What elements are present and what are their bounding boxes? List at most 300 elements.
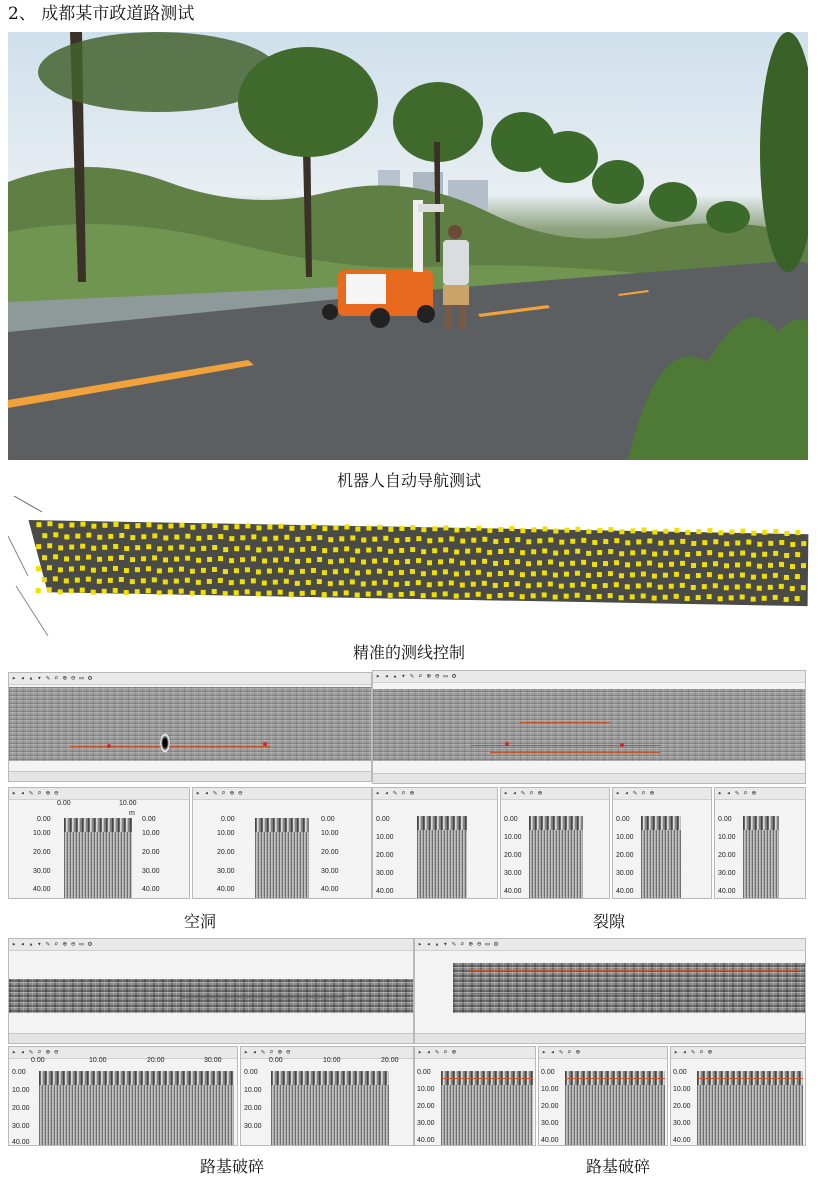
status-bar (373, 773, 805, 783)
survey-point (377, 525, 382, 530)
survey-point (647, 583, 652, 588)
toolbar[interactable]: ▸ ◂ ✎ ⌕ ⊕ ⊖ (241, 1047, 413, 1059)
survey-point (784, 575, 789, 580)
survey-point (64, 556, 69, 561)
survey-point (234, 590, 239, 595)
survey-point (740, 528, 745, 533)
toolbar[interactable]: ▸ ◂ ✎ ⌕ ⊕ ⊖ (193, 788, 371, 800)
survey-point (718, 596, 723, 601)
toolbar[interactable]: ▸ ◂ ✎ ⌕ ⊕ ⊖ (9, 1047, 237, 1059)
survey-point (597, 594, 602, 599)
x-tick: 0.00 (57, 800, 71, 807)
photo-caption: 机器人自动导航测试 (336, 471, 481, 490)
toolbar[interactable]: ▸ ◂ ✎ ⌕ ⊕ (373, 788, 497, 800)
survey-point (86, 533, 91, 538)
survey-trace-line (520, 722, 610, 723)
survey-point (333, 547, 338, 552)
survey-point (784, 597, 789, 602)
survey-point (570, 539, 575, 544)
survey-point (383, 536, 388, 541)
y-tick: 20.00 (541, 1103, 559, 1110)
gpr-scan (565, 1071, 665, 1146)
survey-point (454, 593, 459, 598)
survey-point (696, 551, 701, 556)
survey-point (625, 584, 630, 589)
survey-point (509, 592, 514, 597)
survey-point (548, 581, 553, 586)
survey-point (454, 527, 459, 532)
survey-point (636, 583, 641, 588)
survey-point (53, 532, 58, 537)
survey-trace-line (470, 970, 800, 971)
survey-point (526, 561, 531, 566)
survey-point (619, 573, 624, 578)
y-tick: 40.00 (12, 1139, 30, 1146)
survey-point (608, 571, 613, 576)
survey-point (339, 536, 344, 541)
survey-point (504, 560, 509, 565)
gpr-scan (271, 1071, 389, 1146)
y-tick: 0.00 (673, 1069, 687, 1076)
survey-point (361, 582, 366, 587)
survey-point (388, 593, 393, 598)
toolbar[interactable]: ▸ ◂ ✎ ⌕ ⊕ (715, 788, 805, 800)
survey-point (146, 566, 151, 571)
survey-point (680, 583, 685, 588)
survey-point (223, 591, 228, 596)
survey-point (427, 582, 432, 587)
survey-point (163, 535, 168, 540)
survey-point (542, 570, 547, 575)
survey-point (570, 583, 575, 588)
survey-point (724, 563, 729, 568)
survey-point (64, 578, 69, 583)
survey-point (614, 560, 619, 565)
survey-point (735, 540, 740, 545)
toolbar[interactable]: ▸ ◂ ▴ ▾ ✎ ⌕ ⊕ ⊖ ▭ ⚙ (9, 673, 371, 685)
survey-point (504, 582, 509, 587)
tree-canopy (238, 47, 378, 157)
survey-point (135, 545, 140, 550)
survey-point (619, 595, 624, 600)
survey-point (779, 584, 784, 589)
survey-point (135, 589, 140, 594)
survey-point (135, 567, 140, 572)
survey-point (515, 559, 520, 564)
toolbar[interactable]: ▸ ◂ ✎ ⌕ ⊕ (671, 1047, 805, 1059)
survey-point (399, 570, 404, 575)
survey-point (300, 591, 305, 596)
survey-point (207, 535, 212, 540)
survey-point (487, 594, 492, 599)
y-tick: 30.00 (217, 868, 235, 875)
survey-point (289, 548, 294, 553)
survey-point (559, 584, 564, 589)
toolbar[interactable]: ▸ ◂ ✎ ⌕ ⊕ (501, 788, 609, 800)
survey-point (669, 584, 674, 589)
toolbar[interactable]: ▸ ◂ ✎ ⌕ ⊕ (539, 1047, 667, 1059)
y-tick: 40.00 (616, 888, 634, 895)
survey-point (597, 550, 602, 555)
survey-point (658, 541, 663, 546)
survey-point (801, 541, 806, 546)
survey-point (47, 587, 52, 592)
survey-point (174, 579, 179, 584)
y-tick: 0.00 (37, 816, 51, 823)
survey-trace-line (470, 745, 660, 746)
survey-point (97, 579, 102, 584)
x-tick: 10.00 (323, 1057, 341, 1064)
survey-point (179, 545, 184, 550)
survey-point (146, 522, 151, 527)
survey-point (520, 594, 525, 599)
survey-point (278, 546, 283, 551)
survey-caption: 精准的测线控制 (352, 643, 465, 662)
y-tick: 40.00 (504, 888, 522, 895)
cavity-scan-2 (192, 787, 372, 899)
survey-point (509, 570, 514, 575)
survey-point (80, 566, 85, 571)
survey-point (245, 545, 250, 550)
survey-point (564, 594, 569, 599)
survey-point (108, 578, 113, 583)
y-tick: 10.00 (504, 834, 522, 841)
survey-point (410, 525, 415, 530)
toolbar[interactable]: ▸ ◂ ✎ ⌕ ⊕ ⊖ (9, 788, 189, 800)
survey-point (784, 553, 789, 558)
survey-point (53, 576, 58, 581)
subgrade-right-scan-3 (670, 1046, 806, 1146)
survey-point (410, 569, 415, 574)
survey-point (531, 593, 536, 598)
survey-point (658, 563, 663, 568)
survey-point (432, 526, 437, 531)
y-tick: 40.00 (33, 886, 51, 893)
unit-label: m (129, 810, 135, 817)
survey-point (619, 551, 624, 556)
tree-canopy (538, 131, 598, 183)
survey-point (757, 542, 762, 547)
y-tick: 0.00 (718, 816, 732, 823)
survey-point (405, 537, 410, 542)
y-tick: 10.00 (417, 1086, 435, 1093)
survey-point (773, 551, 778, 556)
survey-point (328, 537, 333, 542)
survey-point (548, 537, 553, 542)
survey-point (652, 530, 657, 535)
survey-point (713, 539, 718, 544)
survey-point (300, 547, 305, 552)
survey-point (53, 554, 58, 559)
survey-point (416, 580, 421, 585)
toolbar[interactable]: ▸ ◂ ▴ ▾ ✎ ⌕ ⊕ ⊖ ▭ ⚙ (415, 939, 805, 951)
survey-point (322, 548, 327, 553)
y-tick: 30.00 (244, 1123, 262, 1130)
survey-point (377, 569, 382, 574)
survey-point (603, 539, 608, 544)
subgrade-profile-panel-left (8, 938, 414, 1044)
y-tick: 0.00 (541, 1069, 555, 1076)
survey-point (350, 579, 355, 584)
survey-point (361, 538, 366, 543)
survey-point (740, 594, 745, 599)
survey-point (449, 580, 454, 585)
survey-point (724, 541, 729, 546)
y-tick-right: 30.00 (321, 868, 339, 875)
survey-point (691, 585, 696, 590)
survey-point (163, 557, 168, 562)
x-tick: 20.00 (147, 1057, 165, 1064)
crack-caption: 裂隙 (592, 912, 625, 931)
survey-point (355, 592, 360, 597)
survey-point (212, 545, 217, 550)
survey-point (207, 557, 212, 562)
survey-point (460, 583, 465, 588)
survey-point (300, 525, 305, 530)
survey-point (190, 525, 195, 530)
road-scene (8, 32, 808, 460)
toolbar[interactable]: ▸ ◂ ▴ ▾ ✎ ⌕ ⊕ ⊖ ▭ ⚙ (373, 671, 805, 683)
gpr-profile (9, 687, 371, 761)
survey-point (256, 525, 261, 530)
survey-point (350, 535, 355, 540)
anomaly-marker (620, 743, 624, 747)
survey-point (394, 560, 399, 565)
survey-point (245, 589, 250, 594)
survey-point (608, 527, 613, 532)
gpr-scan (641, 816, 681, 899)
survey-point (256, 547, 261, 552)
survey-point (542, 548, 547, 553)
survey-point (707, 550, 712, 555)
gpr-scan (529, 816, 583, 899)
survey-point (795, 530, 800, 535)
survey-point (553, 529, 558, 534)
y-tick: 40.00 (217, 886, 235, 893)
survey-point (245, 567, 250, 572)
survey-point (306, 536, 311, 541)
x-tick: 0.00 (269, 1057, 283, 1064)
survey-point (674, 550, 679, 555)
survey-point (586, 551, 591, 556)
survey-point (592, 584, 597, 589)
survey-point (47, 543, 52, 548)
y-tick-right: 10.00 (321, 830, 339, 837)
survey-point (498, 549, 503, 554)
y-tick: 0.00 (616, 816, 630, 823)
survey-point (333, 591, 338, 596)
y-tick: 40.00 (718, 888, 736, 895)
survey-point (476, 526, 481, 531)
survey-point (394, 538, 399, 543)
survey-point (663, 529, 668, 534)
survey-point (152, 533, 157, 538)
survey-point (482, 537, 487, 542)
survey-point (520, 528, 525, 533)
survey-point (751, 553, 756, 558)
y-tick: 0.00 (12, 1069, 26, 1076)
survey-point (421, 593, 426, 598)
survey-point (685, 530, 690, 535)
survey-point (58, 567, 63, 572)
x-tick: 0.00 (31, 1057, 45, 1064)
survey-point (482, 559, 487, 564)
y-tick: 0.00 (417, 1069, 431, 1076)
survey-point (487, 550, 492, 555)
subgrade-caption-right: 路基破碎 (585, 1157, 650, 1176)
survey-point (344, 546, 349, 551)
survey-point (680, 539, 685, 544)
survey-point (168, 589, 173, 594)
survey-point (520, 550, 525, 555)
survey-point (515, 581, 520, 586)
survey-point (152, 555, 157, 560)
cavity-anomaly (160, 733, 170, 753)
cavity-profile-panel (8, 672, 372, 782)
survey-point (416, 558, 421, 563)
survey-point (306, 558, 311, 563)
survey-point (498, 527, 503, 532)
crack-scan-2 (500, 787, 610, 899)
survey-point (113, 522, 118, 527)
survey-point (559, 562, 564, 567)
survey-point (119, 533, 124, 538)
survey-point (746, 540, 751, 545)
survey-point (64, 534, 69, 539)
survey-point (575, 527, 580, 532)
survey-trace-line (697, 1078, 803, 1079)
survey-point (42, 577, 47, 582)
y-tick: 0.00 (244, 1069, 258, 1076)
survey-point (784, 531, 789, 536)
survey-point (317, 579, 322, 584)
x-tick: 10.00 (89, 1057, 107, 1064)
survey-point (146, 544, 151, 549)
survey-point (520, 572, 525, 577)
survey-point (702, 540, 707, 545)
survey-point (707, 572, 712, 577)
y-tick: 20.00 (12, 1105, 30, 1112)
survey-point (284, 579, 289, 584)
tree-canopy (649, 182, 697, 222)
survey-point (80, 588, 85, 593)
survey-point (366, 526, 371, 531)
y-tick: 30.00 (376, 870, 394, 877)
survey-point (69, 588, 74, 593)
survey-point (141, 534, 146, 539)
survey-point (581, 560, 586, 565)
survey-point (636, 539, 641, 544)
survey-point (278, 568, 283, 573)
survey-point (328, 559, 333, 564)
survey-point (377, 591, 382, 596)
subgrade-profile-panel-right (414, 938, 806, 1044)
survey-point (751, 575, 756, 580)
survey-point (190, 547, 195, 552)
survey-point (377, 547, 382, 552)
y-tick-right: 10.00 (142, 830, 160, 837)
survey-point (647, 561, 652, 566)
survey-point (652, 596, 657, 601)
survey-point (768, 585, 773, 590)
survey-point (240, 535, 245, 540)
survey-point (289, 526, 294, 531)
cavity-caption: 空洞 (183, 912, 216, 931)
y-tick: 40.00 (541, 1137, 559, 1144)
toolbar[interactable]: ▸ ◂ ✎ ⌕ ⊕ (613, 788, 711, 800)
toolbar[interactable]: ▸ ◂ ▴ ▾ ✎ ⌕ ⊕ ⊖ ▭ ⚙ (9, 939, 413, 951)
survey-point (130, 535, 135, 540)
survey-point (795, 596, 800, 601)
survey-point (256, 569, 261, 574)
survey-point (135, 523, 140, 528)
survey-point (146, 588, 151, 593)
survey-point (289, 570, 294, 575)
y-tick: 30.00 (33, 868, 51, 875)
anomaly-marker (107, 744, 111, 748)
survey-point (36, 522, 41, 527)
road-test-photo (8, 32, 808, 460)
survey-point (630, 594, 635, 599)
survey-point (306, 580, 311, 585)
survey-point (559, 540, 564, 545)
survey-point (295, 537, 300, 542)
survey-point (163, 579, 168, 584)
survey-point (91, 546, 96, 551)
y-tick: 0.00 (221, 816, 235, 823)
survey-point (179, 567, 184, 572)
status-bar (9, 1033, 413, 1043)
survey-point (91, 524, 96, 529)
survey-point (102, 589, 107, 594)
survey-point (443, 569, 448, 574)
survey-point (366, 570, 371, 575)
survey-point (130, 579, 135, 584)
survey-point (388, 527, 393, 532)
gpr-scan (441, 1071, 533, 1146)
survey-point (366, 548, 371, 553)
survey-point (168, 545, 173, 550)
survey-point (344, 590, 349, 595)
x-tick: 20.00 (381, 1057, 399, 1064)
survey-point (91, 568, 96, 573)
y-tick-right: 20.00 (142, 849, 160, 856)
anomaly-marker (263, 742, 267, 746)
survey-point (432, 592, 437, 597)
survey-point (680, 561, 685, 566)
toolbar[interactable]: ▸ ◂ ✎ ⌕ ⊕ (415, 1047, 535, 1059)
survey-point (531, 549, 536, 554)
survey-point (575, 593, 580, 598)
survey-point (174, 535, 179, 540)
section-heading: 2、 成都某市政道路测试 (8, 4, 195, 24)
survey-point (75, 578, 80, 583)
y-tick: 20.00 (244, 1105, 262, 1112)
survey-point (322, 592, 327, 597)
survey-point (795, 574, 800, 579)
survey-point (724, 585, 729, 590)
survey-point (509, 548, 514, 553)
survey-point (702, 584, 707, 589)
survey-point (537, 538, 542, 543)
y-tick: 30.00 (12, 1123, 30, 1130)
survey-point (630, 528, 635, 533)
survey-point (229, 558, 234, 563)
survey-point (69, 566, 74, 571)
survey-point (526, 583, 531, 588)
survey-point (768, 563, 773, 568)
survey-point (707, 528, 712, 533)
